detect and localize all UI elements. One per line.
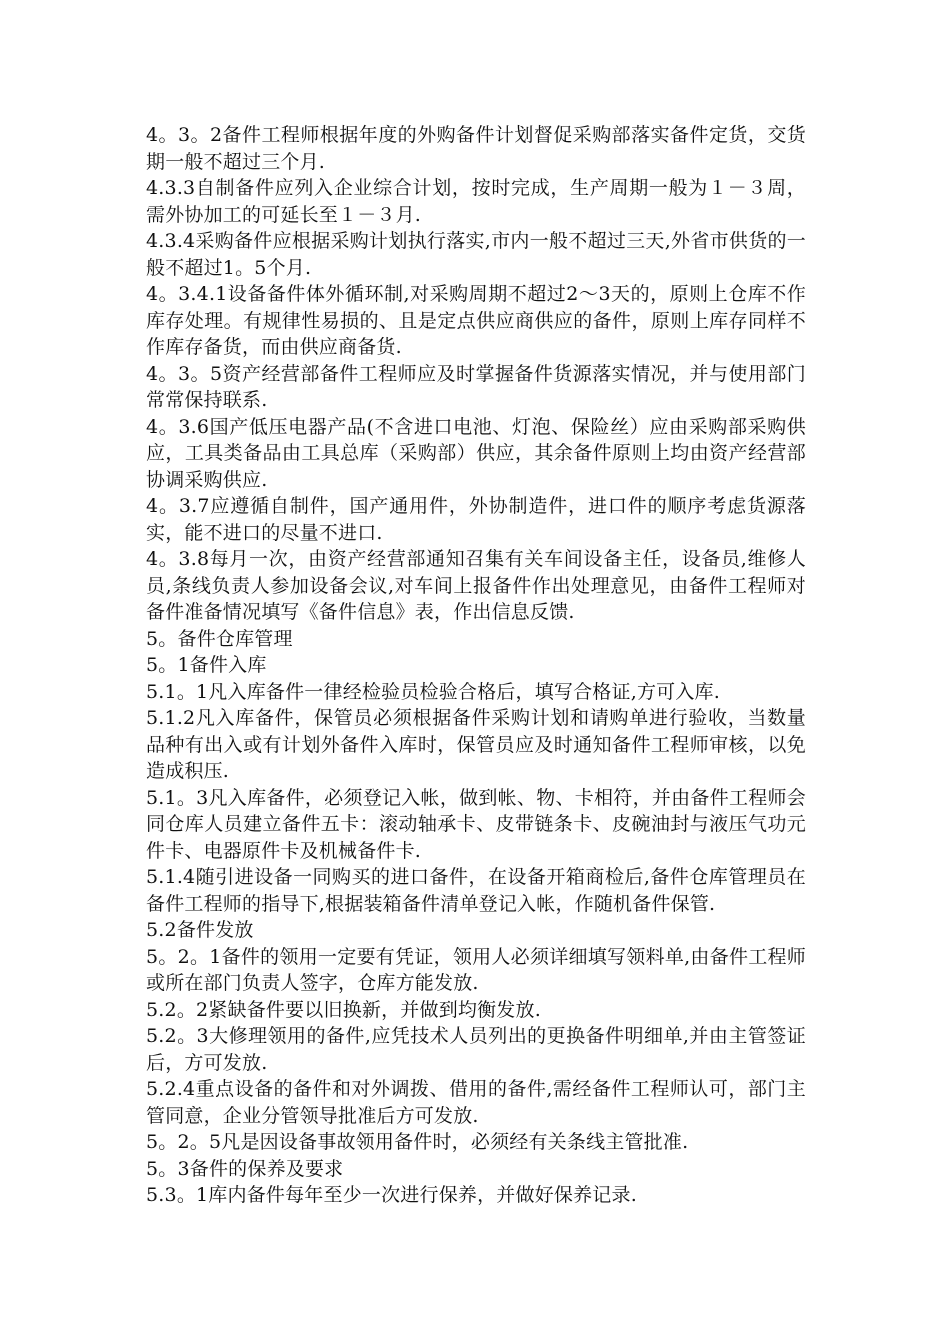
paragraph-5-2-1: 5。2。1备件的领用一定要有凭证，领用人必须详细填写领料单,由备件工程师或所在部门负责人签字，仓库方能发放. (146, 945, 806, 994)
paragraph-5-2-5: 5。2。5凡是因设备事故领用备件时，必须经有关条线主管批准. (146, 1131, 689, 1153)
paragraph-4-3-6: 4。3.6国产低压电器产品(不含进口电池、灯泡、保险丝）应由采购部采购供应，工具类备品由工具总库（采购部）供应，其余备件原则上均由资产经营部协调采购供应. (146, 415, 806, 491)
paragraph-5-1-1: 5.1。1凡入库备件一律经检验员检验合格后，填写合格证,方可入库. (146, 680, 720, 703)
paragraph-5-1-4: 5.1.4随引进设备一同购买的进口备件，在设备开箱商检后,备件仓库管理员在备件工程师的指导下,根据装箱备件清单登记入帐，作随机备件保管. (146, 866, 806, 915)
paragraph-4-3-3: 4.3.3自制备件应列入企业综合计划，按时完成，生产周期一般为１－３周，需外协加工的可延长至１－３月. (146, 177, 806, 226)
section-heading-5-1: 5。1备件入库 (146, 654, 267, 676)
paragraph-4-3-5: 4。3。5资产经营部备件工程师应及时掌握备件货源落实情况，并与使用部门常常保持联系. (146, 362, 806, 411)
paragraph-5-2-4: 5.2.4重点设备的备件和对外调拨、借用的备件,需经备件工程师认可，部门主管同意，企业分管领导批准后方可发放. (146, 1078, 806, 1127)
paragraph-5-2-3: 5.2。3大修理领用的备件,应凭技术人员列出的更换备件明细单,并由主管签证后，方可发放. (146, 1025, 806, 1074)
paragraph-4-3-7: 4。3.7应遵循自制件，国产通用件，外协制造件，进口件的顺序考虑货源落实，能不进口的尽量不进口. (146, 495, 806, 544)
paragraph-5-2-2: 5.2。2紧缺备件要以旧换新，并做到均衡发放. (146, 998, 541, 1021)
document-body (146, 122, 806, 1209)
section-heading-5-3: 5。3备件的保养及要求 (146, 1157, 344, 1180)
paragraph-4-3-4-1: 4。3.4.1设备备件体外循环制,对采购周期不超过2～3天的，原则上仓库不作库存处理。有规律性易损的、且是定点供应商供应的备件，原则上库存同样不作库存备货，而由供应商备货. (146, 283, 806, 358)
paragraph-4-3-8: 4。3.8每月一次，由资产经营部通知召集有关车间设备主任，设备员,维修人员,条线负责人参加设备会议,对车间上报备件作出处理意见，由备件工程师对备件准备情况填写《备件信息》表，作出信息反馈. (146, 548, 806, 623)
paragraph-5-1-2: 5.1.2凡入库备件，保管员必须根据备件采购计划和请购单进行验收，当数量品种有出入或有计划外备件入库时，保管员应及时通知备件工程师审核，以免造成积压. (146, 707, 806, 782)
section-heading-5-2: 5.2备件发放 (146, 919, 254, 941)
section-heading-5: 5。备件仓库管理 (146, 627, 293, 650)
paragraph-4-3-2: 4。3。2备件工程师根据年度的外购备件计划督促采购部落实备件定货，交货期一般不超过三个月. (146, 124, 806, 173)
paragraph-5-3-1: 5.3。1库内备件每年至少一次进行保养，并做好保养记录. (146, 1184, 637, 1206)
paragraph-5-1-3: 5.1。3凡入库备件，必须登记入帐，做到帐、物、卡相符，并由备件工程师会同仓库人员建立备件五卡：滚动轴承卡、皮带链条卡、皮碗油封与液压气功元件卡、电器原件卡及机械备件卡. (146, 786, 806, 862)
paragraph-4-3-4: 4.3.4采购备件应根据采购计划执行落实,市内一般不超过三天,外省市供货的一般不超过1。5个月. (146, 230, 806, 279)
